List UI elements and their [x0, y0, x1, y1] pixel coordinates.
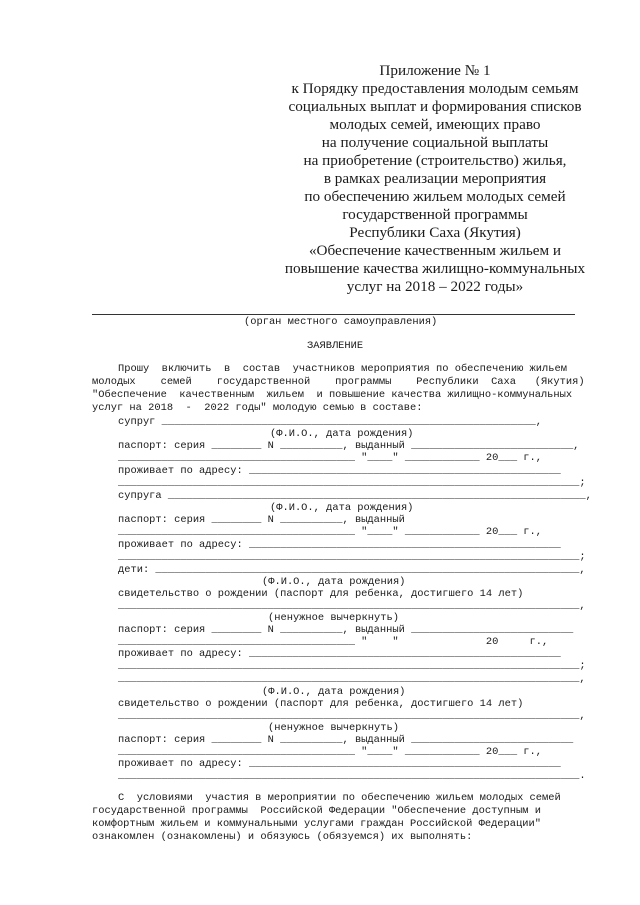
spouse-f-address[interactable]: проживает по адресу: __________________________________________________ [118, 539, 561, 551]
appendix-line: «Обеспечение качественным жильем и [308, 242, 562, 259]
appendix-line: повышение качества жилищно-коммунальных [284, 260, 586, 277]
spouse-f-field[interactable]: супруга ___________________________________________________________________, [118, 490, 592, 502]
child1-issued[interactable]: ______________________________________ " " 20 г., [118, 636, 549, 648]
child2-passport[interactable]: паспорт: серия ________ N __________, выданный __________________________ [118, 734, 574, 746]
child2-certificate-label: свидетельство о рождении (паспорт для ребенка, достигшего 14 лет) [118, 698, 524, 710]
conditions-line: С условиями участия в мероприятии по обеспечению жильем молодых семей [118, 792, 561, 804]
child2-caption: (Ф.И.О., дата рождения) [262, 686, 406, 698]
appendix-line: Республики Саха (Якутия) [349, 224, 521, 241]
spouse-f-address-cont[interactable]: __________________________________________________________________________; [118, 551, 586, 563]
authority-line [92, 314, 575, 315]
child2-certificate-field[interactable]: __________________________________________________________________________, [118, 710, 586, 722]
appendix-line: к Порядку предоставления молодым семьям [291, 80, 579, 97]
appendix-header [270, 62, 600, 296]
intro-line: "Обеспечение качественным жильем и повышение качества жилищно-коммунальных [92, 389, 573, 401]
appendix-line: государственной программы [342, 206, 528, 223]
appendix-line: на приобретение (строительство) жилья, [303, 152, 567, 169]
child1-address-cont[interactable]: __________________________________________________________________________; [118, 660, 586, 672]
intro-line: молодых семей государственной программы Республики Саха (Якутия) [92, 376, 585, 388]
conditions-line: ознакомлен (ознакомлены) и обязуюсь (обязуемся) их выполнять: [92, 831, 473, 843]
spouse-f-issued[interactable]: ______________________________________ "____" ____________ 20___ г., [118, 526, 543, 538]
conditions-line: комфортным жильем и коммунальными услугами граждан Российской Федерации" [92, 818, 541, 830]
child1-address-cont2[interactable]: __________________________________________________________________________, [118, 673, 586, 685]
appendix-line: социальных выплат и формирования списков [288, 98, 582, 115]
spouse-f-caption: (Ф.И.О., дата рождения) [270, 502, 414, 514]
appendix-line: по обеспечению жильем молодых семей [304, 188, 566, 205]
child1-certificate-field[interactable]: __________________________________________________________________________, [118, 600, 586, 612]
intro-line: услуг на 2018 - 2022 годы" молодую семью в составе: [92, 402, 423, 414]
child2-address-cont[interactable]: __________________________________________________________________________. [118, 770, 586, 782]
spouse-m-issued[interactable]: ______________________________________ "____" ____________ 20___ г., [118, 452, 543, 464]
appendix-line: услуг на 2018 – 2022 годы» [346, 278, 524, 295]
spouse-m-address[interactable]: проживает по адресу: __________________________________________________ [118, 465, 561, 477]
form-title: ЗАЯВЛЕНИЕ [307, 340, 364, 352]
conditions-line: государственной программы Российской Федерации "Обеспечение доступным и [92, 805, 541, 817]
appendix-line: в рамках реализации мероприятия [323, 170, 547, 187]
spouse-m-address-cont[interactable]: __________________________________________________________________________; [118, 477, 586, 489]
intro-line: Прошу включить в состав участников мероприятия по обеспечению жильем [118, 363, 567, 375]
spouse-f-passport[interactable]: паспорт: серия ________ N __________, выданный [118, 514, 405, 526]
appendix-line: Приложение № 1 [379, 62, 491, 79]
children-field[interactable]: дети: ____________________________________________________________________, [118, 564, 586, 576]
child2-address[interactable]: проживает по адресу: __________________________________________________ [118, 758, 561, 770]
child1-certificate-label: свидетельство о рождении (паспорт для ребенка, достигшего 14 лет) [118, 588, 524, 600]
spouse-m-field[interactable]: супруг ____________________________________________________________, [118, 416, 543, 428]
child1-passport[interactable]: паспорт: серия ________ N __________, выданный __________________________ [118, 624, 574, 636]
child1-caption: (Ф.И.О., дата рождения) [262, 576, 406, 588]
authority-caption: (орган местного самоуправления) [244, 316, 438, 328]
child2-issued[interactable]: ______________________________________ "____" ____________ 20___ г., [118, 746, 543, 758]
appendix-line: на получение социальной выплаты [321, 134, 549, 151]
appendix-line: молодых семей, имеющих право [329, 116, 541, 133]
child1-cross-note: (ненужное вычеркнуть) [268, 612, 399, 624]
spouse-m-caption: (Ф.И.О., дата рождения) [270, 428, 414, 440]
child1-address[interactable]: проживает по адресу: __________________________________________________ [118, 648, 561, 660]
spouse-m-passport[interactable]: паспорт: серия ________ N __________, выданный __________________________, [118, 440, 580, 452]
child2-cross-note: (ненужное вычеркнуть) [268, 722, 399, 734]
